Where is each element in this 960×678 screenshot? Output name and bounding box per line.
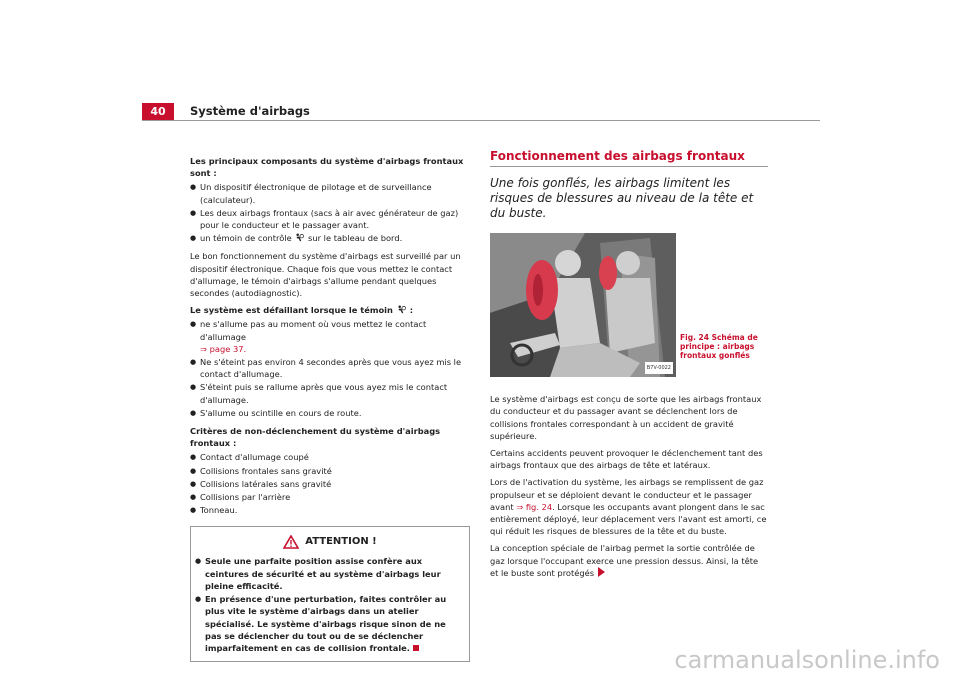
- paragraph: La conception spéciale de l'airbag permet la sortie contrôlée de gaz lorsque l'occupant exerce une pression dessus. Ainsi, la tête et le buste sont protégés: [490, 543, 759, 578]
- list-item: ● Ne s'éteint pas environ 4 secondes après que vous ayez mis le contact d'allumage.: [190, 356, 470, 380]
- warning-box: [190, 526, 470, 662]
- warning-triangle-icon: [283, 535, 299, 549]
- section-title: Fonctionnement des airbags frontaux: [490, 150, 768, 167]
- page-link[interactable]: ⇒ page 37.: [200, 343, 247, 354]
- lead-text: Une fois gonflés, les airbags limitent les risques de blessures au niveau de la tête et du buste.: [490, 176, 754, 221]
- nondeployment-heading: Critères de non-déclenchement du système d'airbags frontaux :: [190, 426, 441, 449]
- list-item: ● Collisions frontales sans gravité: [190, 465, 470, 477]
- list-item: ● En présence d'une perturbation, faites contrôler au plus vite le système d'airbags dans un atelier spécialisé. Le système d'airbags risque sinon de ne pas se déclencher du tout ou de se déclencher imparfaitement en cas de collision frontale.: [195, 593, 465, 654]
- list-item: ● S'éteint puis se rallume après que vous ayez mis le contact d'allumage.: [190, 381, 470, 405]
- watermark: carmanualsonline.info: [674, 646, 940, 674]
- list-item: ● S'allume ou scintille en cours de route.: [190, 407, 470, 419]
- fault-heading: Le système est défaillant lorsque le témoin :: [190, 305, 414, 316]
- components-heading: Les principaux composants du système d'airbags frontaux sont :: [190, 156, 464, 179]
- paragraph: Certains accidents peuvent provoquer le déclenchement tant des airbags frontaux que des airbags de tête et latéraux.: [490, 448, 763, 471]
- list-item: ● Collisions par l'arrière: [190, 491, 470, 503]
- airbag-diagram-image: [490, 233, 676, 377]
- fault-list: [190, 318, 470, 419]
- airbag-warning-icon: [295, 233, 304, 242]
- left-column: [190, 155, 470, 662]
- airbag-warning-icon: [397, 305, 406, 314]
- list-item: ● un témoin de contrôle sur le tableau de bord.: [190, 232, 470, 244]
- warning-header: [195, 535, 465, 549]
- figure-link[interactable]: ⇒ fig. 24: [516, 501, 553, 512]
- monitoring-paragraph: Le bon fonctionnement du système d'airbags est surveillé par un dispositif électronique. Chaque fois que vous mettez le contact d'allumage, le témoin d'airbags s'allume pendant quelques secondes (autodiagnostic).: [190, 251, 461, 299]
- list-item: ● Collisions latérales sans gravité: [190, 478, 470, 490]
- list-item: ● ne s'allume pas au moment où vous mettez le contact d'allumage ⇒ page 37.: [190, 318, 470, 355]
- list-item: ● Contact d'allumage coupé: [190, 451, 470, 463]
- list-item: ● Les deux airbags frontaux (sacs à air avec générateur de gaz) pour le conducteur et le passager avant.: [190, 207, 470, 231]
- list-item: ● Un dispositif électronique de pilotage et de surveillance (calculateur).: [190, 181, 470, 205]
- warning-title: ATTENTION !: [305, 536, 377, 548]
- figure-caption: Fig. 24 Schéma de principe : airbags frontaux gonflés: [680, 333, 758, 360]
- end-square-icon: [413, 645, 419, 651]
- right-column: [490, 150, 768, 584]
- list-item: ● Seule une parfaite position assise confère aux ceintures de sécurité et au système d'airbags leur pleine efficacité.: [195, 555, 465, 592]
- header-rule: [142, 120, 820, 121]
- figure-code: B7V-0022: [645, 362, 673, 374]
- nondeployment-list: [190, 451, 470, 516]
- paragraph: Lors de l'activation du système, les airbags se remplissent de gaz propulseur et se déploient devant le conducteur et le passager avant ⇒ fig. 24. Lorsque les occupants avant plongent dans le sac entièrement déployé, leur déplacement vers l'avant est amorti, ce qui réduit les risques de blessures de la tête et du buste.: [490, 477, 767, 537]
- airbag-figure: [490, 233, 676, 377]
- list-item: ● Tonneau.: [190, 504, 470, 516]
- continue-arrow-icon[interactable]: [598, 567, 605, 577]
- paragraph: Le système d'airbags est conçu de sorte que les airbags frontaux du conducteur et du passager avant se déclenchent lors de collisions frontales correspondant à un accident de gravité supérieure.: [490, 394, 762, 441]
- page-title: Système d'airbags: [190, 104, 310, 118]
- components-list: [190, 181, 470, 244]
- warning-list: [195, 555, 465, 654]
- page-number: 40: [142, 103, 174, 121]
